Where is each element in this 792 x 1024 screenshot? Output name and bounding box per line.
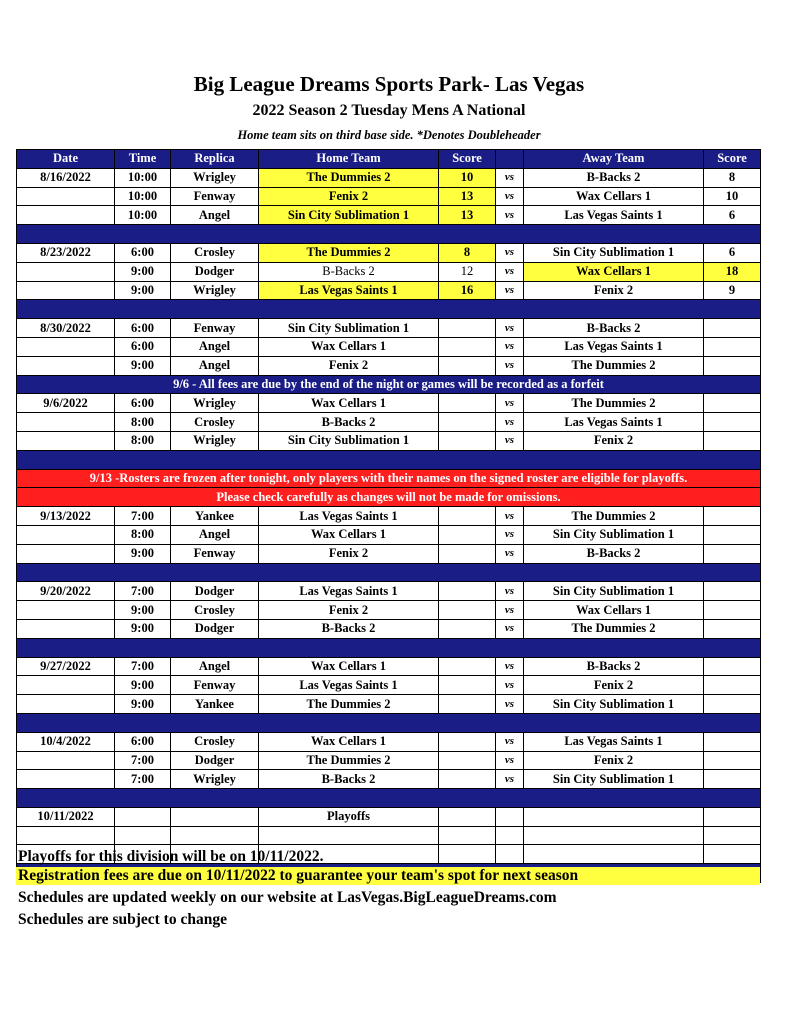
col-home-score: Score: [439, 150, 496, 169]
game-field: Wrigley: [171, 770, 259, 789]
divider-row: [17, 789, 761, 808]
home-score: 13: [439, 187, 496, 206]
game-row: [17, 262, 761, 281]
game-field: Dodger: [171, 582, 259, 601]
away-score: 18: [704, 262, 761, 281]
home-team: Wax Cellars 1: [259, 732, 439, 751]
col-away-score: Score: [704, 150, 761, 169]
vs-label: vs: [496, 281, 524, 300]
game-row: [17, 695, 761, 714]
away-team: B-Backs 2: [524, 657, 704, 676]
home-team: Sin City Sublimation 1: [259, 431, 439, 450]
game-date: 9/27/2022: [17, 657, 115, 676]
game-row: [17, 394, 761, 413]
home-team: The Dummies 2: [259, 695, 439, 714]
away-score: [704, 770, 761, 789]
home-score: [439, 356, 496, 375]
game-row: [17, 732, 761, 751]
vs-label: vs: [496, 243, 524, 262]
vs-label: vs: [496, 337, 524, 356]
vs-label: vs: [496, 657, 524, 676]
away-team: Wax Cellars 1: [524, 262, 704, 281]
game-field: Dodger: [171, 751, 259, 770]
home-team: Las Vegas Saints 1: [259, 507, 439, 526]
away-score: 10: [704, 187, 761, 206]
home-team: Wax Cellars 1: [259, 337, 439, 356]
away-team: Sin City Sublimation 1: [524, 582, 704, 601]
vs-label: vs: [496, 431, 524, 450]
away-team: The Dummies 2: [524, 619, 704, 638]
divider-row: [17, 638, 761, 657]
away-score: [704, 751, 761, 770]
game-field: Crosley: [171, 732, 259, 751]
game-field: Wrigley: [171, 281, 259, 300]
game-time: 8:00: [115, 431, 171, 450]
game-time: 9:00: [115, 281, 171, 300]
game-time: 8:00: [115, 413, 171, 432]
footer-website-note: Schedules are updated weekly on our website at LasVegas.BigLeagueDreams.com: [18, 889, 557, 906]
away-score: [704, 732, 761, 751]
away-score: 9: [704, 281, 761, 300]
away-score: [704, 356, 761, 375]
game-field: Wrigley: [171, 168, 259, 187]
vs-label: vs: [496, 525, 524, 544]
away-team: Fenix 2: [524, 281, 704, 300]
away-team: B-Backs 2: [524, 319, 704, 338]
home-team: Fenix 2: [259, 544, 439, 563]
vs-label: vs: [496, 206, 524, 225]
away-score: [704, 394, 761, 413]
home-score: [439, 770, 496, 789]
game-row: [17, 281, 761, 300]
vs-label: vs: [496, 582, 524, 601]
game-field: Angel: [171, 337, 259, 356]
vs-label: vs: [496, 262, 524, 281]
away-score: [704, 544, 761, 563]
roster-notice-row: [17, 488, 761, 507]
game-row: [17, 770, 761, 789]
home-score: [439, 544, 496, 563]
game-row: [17, 413, 761, 432]
away-score: [704, 319, 761, 338]
game-time: 9:00: [115, 695, 171, 714]
game-field: Yankee: [171, 695, 259, 714]
fees-notice-row: [17, 375, 761, 394]
vs-label: vs: [496, 356, 524, 375]
vs-label: vs: [496, 732, 524, 751]
away-score: [704, 413, 761, 432]
game-row: [17, 168, 761, 187]
season-subtitle: 2022 Season 2 Tuesday Mens A National: [252, 102, 526, 119]
away-score: [704, 657, 761, 676]
game-field: Angel: [171, 356, 259, 375]
away-score: [704, 676, 761, 695]
vs-label: vs: [496, 770, 524, 789]
away-score: [704, 619, 761, 638]
away-team: Wax Cellars 1: [524, 601, 704, 620]
home-score: [439, 657, 496, 676]
game-time: 6:00: [115, 394, 171, 413]
playoffs-date: 10/11/2022: [17, 807, 115, 826]
away-score: [704, 695, 761, 714]
vs-label: vs: [496, 751, 524, 770]
home-team: B-Backs 2: [259, 770, 439, 789]
game-time: 6:00: [115, 243, 171, 262]
col-date: Date: [17, 150, 115, 169]
game-field: Angel: [171, 657, 259, 676]
home-score: [439, 601, 496, 620]
away-score: [704, 431, 761, 450]
home-score: 12: [439, 262, 496, 281]
game-date: [17, 676, 115, 695]
home-team: Fenix 2: [259, 356, 439, 375]
away-team: The Dummies 2: [524, 507, 704, 526]
game-date: [17, 770, 115, 789]
game-row: [17, 243, 761, 262]
home-score: [439, 337, 496, 356]
home-team: Sin City Sublimation 1: [259, 319, 439, 338]
home-score: [439, 676, 496, 695]
game-time: 7:00: [115, 582, 171, 601]
game-time: 9:00: [115, 356, 171, 375]
game-time: 9:00: [115, 544, 171, 563]
game-date: [17, 337, 115, 356]
game-row: [17, 187, 761, 206]
home-score: [439, 319, 496, 338]
game-time: 7:00: [115, 751, 171, 770]
vs-label: vs: [496, 168, 524, 187]
vs-label: vs: [496, 601, 524, 620]
game-date: [17, 187, 115, 206]
game-date: 10/4/2022: [17, 732, 115, 751]
game-row: [17, 431, 761, 450]
game-date: [17, 413, 115, 432]
away-team: Sin City Sublimation 1: [524, 525, 704, 544]
home-team: Las Vegas Saints 1: [259, 582, 439, 601]
game-row: [17, 676, 761, 695]
vs-label: vs: [496, 413, 524, 432]
home-team: The Dummies 2: [259, 751, 439, 770]
game-row: [17, 544, 761, 563]
vs-label: vs: [496, 676, 524, 695]
home-score: [439, 582, 496, 601]
home-team: B-Backs 2: [259, 262, 439, 281]
fees-notice: 9/6 - All fees are due by the end of the night or games will be recorded as a forfeit: [17, 375, 761, 394]
home-score: [439, 431, 496, 450]
game-field: Fenway: [171, 187, 259, 206]
home-score: [439, 507, 496, 526]
tagline: Home team sits on third base side. *Denotes Doubleheader: [237, 128, 541, 142]
game-time: 8:00: [115, 525, 171, 544]
game-date: 8/23/2022: [17, 243, 115, 262]
away-team: The Dummies 2: [524, 394, 704, 413]
away-score: [704, 525, 761, 544]
away-team: Fenix 2: [524, 431, 704, 450]
game-date: [17, 544, 115, 563]
vs-label: vs: [496, 394, 524, 413]
home-team: Wax Cellars 1: [259, 394, 439, 413]
home-score: 10: [439, 168, 496, 187]
roster-notice-line2: Please check carefully as changes will not be made for omissions.: [17, 488, 761, 507]
home-score: [439, 751, 496, 770]
game-date: [17, 751, 115, 770]
away-team: Las Vegas Saints 1: [524, 732, 704, 751]
playoffs-row: [17, 807, 761, 826]
game-time: 6:00: [115, 337, 171, 356]
game-field: Angel: [171, 206, 259, 225]
game-row: [17, 319, 761, 338]
home-team: Fenix 2: [259, 187, 439, 206]
home-team: Las Vegas Saints 1: [259, 676, 439, 695]
game-field: Crosley: [171, 413, 259, 432]
game-date: [17, 601, 115, 620]
game-date: 8/16/2022: [17, 168, 115, 187]
game-time: 7:00: [115, 507, 171, 526]
home-score: [439, 413, 496, 432]
game-date: 9/13/2022: [17, 507, 115, 526]
home-team: Wax Cellars 1: [259, 525, 439, 544]
col-vs: [496, 150, 524, 169]
away-score: 6: [704, 243, 761, 262]
game-date: [17, 206, 115, 225]
away-score: [704, 601, 761, 620]
game-field: Wrigley: [171, 431, 259, 450]
away-score: [704, 582, 761, 601]
divider-row: [17, 713, 761, 732]
away-score: 8: [704, 168, 761, 187]
game-row: [17, 751, 761, 770]
home-score: [439, 619, 496, 638]
vs-label: vs: [496, 695, 524, 714]
vs-label: vs: [496, 319, 524, 338]
away-team: Fenix 2: [524, 676, 704, 695]
col-home-team: Home Team: [259, 150, 439, 169]
game-row: [17, 507, 761, 526]
home-team: Fenix 2: [259, 601, 439, 620]
home-team: Sin City Sublimation 1: [259, 206, 439, 225]
game-date: [17, 431, 115, 450]
away-team: Wax Cellars 1: [524, 187, 704, 206]
away-team: Las Vegas Saints 1: [524, 413, 704, 432]
away-team: Sin City Sublimation 1: [524, 770, 704, 789]
away-team: Las Vegas Saints 1: [524, 337, 704, 356]
game-date: [17, 525, 115, 544]
away-score: 6: [704, 206, 761, 225]
game-time: 6:00: [115, 732, 171, 751]
game-field: Fenway: [171, 676, 259, 695]
away-team: The Dummies 2: [524, 356, 704, 375]
away-team: Sin City Sublimation 1: [524, 243, 704, 262]
game-field: Crosley: [171, 243, 259, 262]
game-row: [17, 657, 761, 676]
game-field: Fenway: [171, 319, 259, 338]
divider-row: [17, 450, 761, 469]
home-team: The Dummies 2: [259, 168, 439, 187]
home-score: 8: [439, 243, 496, 262]
footer-registration-note: Registration fees are due on 10/11/2022 to guarantee your team's spot for next season: [16, 867, 760, 885]
roster-notice-row: [17, 469, 761, 488]
game-row: [17, 356, 761, 375]
away-team: Fenix 2: [524, 751, 704, 770]
home-team: B-Backs 2: [259, 619, 439, 638]
game-row: [17, 525, 761, 544]
game-time: 7:00: [115, 770, 171, 789]
footer-playoffs-note: Playoffs for this division will be on 10/11/2022.: [18, 848, 324, 865]
home-team: Wax Cellars 1: [259, 657, 439, 676]
home-score: [439, 732, 496, 751]
away-team: B-Backs 2: [524, 168, 704, 187]
home-team: B-Backs 2: [259, 413, 439, 432]
game-row: [17, 601, 761, 620]
home-team: The Dummies 2: [259, 243, 439, 262]
game-time: 9:00: [115, 619, 171, 638]
game-field: Dodger: [171, 262, 259, 281]
game-time: 9:00: [115, 676, 171, 695]
home-score: [439, 525, 496, 544]
game-field: Angel: [171, 525, 259, 544]
divider-row: [17, 563, 761, 582]
home-score: 16: [439, 281, 496, 300]
game-date: 8/30/2022: [17, 319, 115, 338]
game-row: [17, 582, 761, 601]
game-date: [17, 695, 115, 714]
game-time: 6:00: [115, 319, 171, 338]
roster-notice-line1: 9/13 -Rosters are frozen after tonight, only players with their names on the signed roster are eligible for playoffs.: [17, 469, 761, 488]
game-time: 10:00: [115, 187, 171, 206]
home-score: [439, 695, 496, 714]
col-away-team: Away Team: [524, 150, 704, 169]
page-title: Big League Dreams Sports Park- Las Vegas: [193, 72, 585, 96]
playoffs-label: Playoffs: [259, 807, 439, 826]
game-time: 7:00: [115, 657, 171, 676]
game-row: [17, 337, 761, 356]
col-replica: Replica: [171, 150, 259, 169]
away-score: [704, 507, 761, 526]
game-field: Wrigley: [171, 394, 259, 413]
game-date: [17, 619, 115, 638]
away-score: [704, 337, 761, 356]
schedule-table: [16, 149, 761, 883]
away-team: B-Backs 2: [524, 544, 704, 563]
game-time: 9:00: [115, 262, 171, 281]
game-field: Fenway: [171, 544, 259, 563]
game-row: [17, 206, 761, 225]
game-date: 9/6/2022: [17, 394, 115, 413]
header-row: [17, 150, 761, 169]
divider-row: [17, 300, 761, 319]
game-time: 10:00: [115, 206, 171, 225]
game-date: [17, 356, 115, 375]
game-date: 9/20/2022: [17, 582, 115, 601]
home-score: 13: [439, 206, 496, 225]
col-time: Time: [115, 150, 171, 169]
game-time: 10:00: [115, 168, 171, 187]
game-field: Yankee: [171, 507, 259, 526]
game-time: 9:00: [115, 601, 171, 620]
vs-label: vs: [496, 619, 524, 638]
footer-change-note: Schedules are subject to change: [18, 911, 227, 928]
game-date: [17, 281, 115, 300]
game-field: Crosley: [171, 601, 259, 620]
vs-label: vs: [496, 507, 524, 526]
game-field: Dodger: [171, 619, 259, 638]
empty-row: [17, 826, 761, 845]
game-row: [17, 619, 761, 638]
vs-label: vs: [496, 187, 524, 206]
away-team: Sin City Sublimation 1: [524, 695, 704, 714]
home-score: [439, 394, 496, 413]
vs-label: vs: [496, 544, 524, 563]
away-team: Las Vegas Saints 1: [524, 206, 704, 225]
home-team: Las Vegas Saints 1: [259, 281, 439, 300]
game-date: [17, 262, 115, 281]
divider-row: [17, 225, 761, 244]
